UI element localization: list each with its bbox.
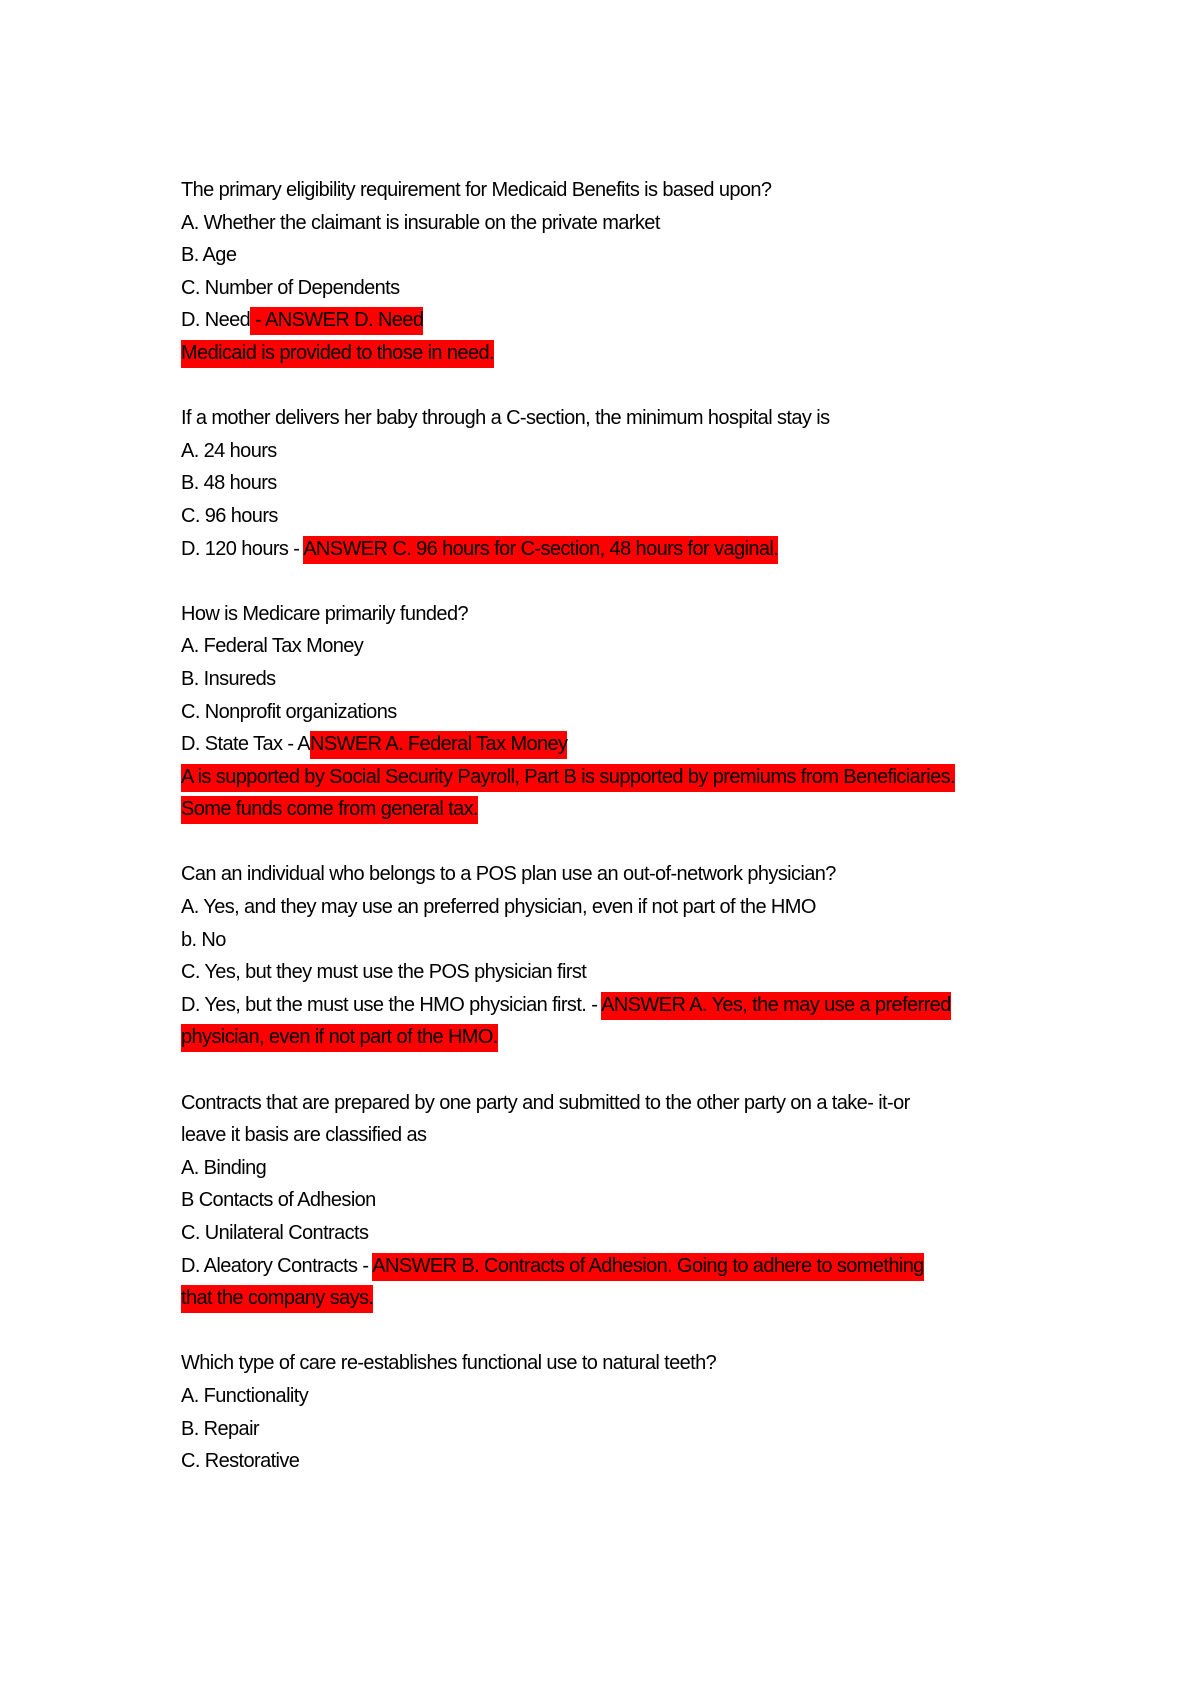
- option-d-line: [181, 989, 1061, 1022]
- question-text: The primary eligibility requirement for Medicaid Benefits is based upon?: [181, 179, 772, 201]
- option-d-line: [181, 533, 1061, 566]
- answer-explanation: physician, even if not part of the HMO.: [181, 1024, 498, 1052]
- answer-explanation-line: [181, 337, 1061, 370]
- answer-explanation: Some funds come from general tax.: [181, 796, 478, 824]
- answer-highlight: ANSWER C. 96 hours for C-section, 48 hours for vaginal.: [303, 536, 778, 564]
- option-a: A. Functionality: [181, 1384, 309, 1407]
- option-b: B Contacts of Adhesion: [181, 1189, 376, 1212]
- option-b: B. Repair: [181, 1417, 259, 1440]
- option-c: C. Yes, but they must use the POS physician first: [181, 961, 587, 984]
- answer-explanation: that the company says.: [181, 1285, 373, 1313]
- option-a: A. Yes, and they may use an preferred physician, even if not part of the HMO: [181, 896, 816, 919]
- option-d: D. Yes, but the must use the HMO physician first. -: [181, 993, 602, 1016]
- option-a: A. Binding: [181, 1156, 267, 1179]
- question-block: [181, 174, 1061, 370]
- option-d: D. State Tax - A: [181, 733, 310, 756]
- option-c: C. Number of Dependents: [181, 276, 400, 299]
- option-a: A. Whether the claimant is insurable on the private market: [181, 211, 660, 234]
- option-a: A. Federal Tax Money: [181, 635, 364, 658]
- option-d-line: [181, 1250, 1061, 1283]
- question-block: [181, 402, 1061, 565]
- question-block: [181, 1087, 1061, 1315]
- answer-explanation: Medicaid is provided to those in need.: [181, 340, 494, 368]
- option-d-line: [181, 304, 1061, 337]
- question-text: If a mother delivers her baby through a C-section, the minimum hospital stay is: [181, 407, 830, 430]
- option-b: b. No: [181, 928, 226, 951]
- option-b: B. 48 hours: [181, 472, 277, 495]
- question-text: How is Medicare primarily funded?: [181, 602, 468, 625]
- answer-highlight: ANSWER A. Yes, the may use a preferred: [601, 992, 951, 1020]
- option-a: A. 24 hours: [181, 439, 277, 462]
- answer-explanation-line: [181, 761, 1061, 794]
- option-b: B. Age: [181, 244, 237, 267]
- option-d: D. Aleatory Contracts -: [181, 1254, 373, 1277]
- option-d: D. 120 hours -: [181, 537, 304, 560]
- option-c: C. Nonprofit organizations: [181, 700, 397, 723]
- option-c: C. Restorative: [181, 1450, 300, 1473]
- option-d: D. Need: [181, 309, 251, 332]
- answer-explanation-line: [181, 1282, 1061, 1315]
- document-page: [181, 174, 1061, 1510]
- answer-highlight: NSWER A. Federal Tax Money: [310, 731, 567, 759]
- answer-highlight: ANSWER B. Contracts of Adhesion. Going to adhere to something: [372, 1253, 924, 1281]
- question-text: Contracts that are prepared by one party and submitted to the other party on a take- it-or: [181, 1091, 910, 1114]
- question-text-continued: leave it basis are classified as: [181, 1124, 427, 1147]
- question-block: [181, 858, 1061, 1054]
- answer-explanation-line: [181, 793, 1061, 826]
- option-c: C. 96 hours: [181, 504, 278, 527]
- option-b: B. Insureds: [181, 667, 276, 690]
- answer-highlight: - ANSWER D. Need: [250, 307, 423, 335]
- question-text: Can an individual who belongs to a POS plan use an out-of-network physician?: [181, 863, 836, 886]
- option-c: C. Unilateral Contracts: [181, 1222, 369, 1244]
- question-block: [181, 598, 1061, 826]
- answer-explanation-line: [181, 1021, 1061, 1054]
- question-block: [181, 1347, 1061, 1477]
- answer-explanation: A is supported by Social Security Payroll, Part B is supported by premiums from Beneficiaries.: [181, 764, 955, 792]
- question-text: Which type of care re-establishes functional use to natural teeth?: [181, 1352, 717, 1375]
- option-d-line: [181, 728, 1061, 761]
